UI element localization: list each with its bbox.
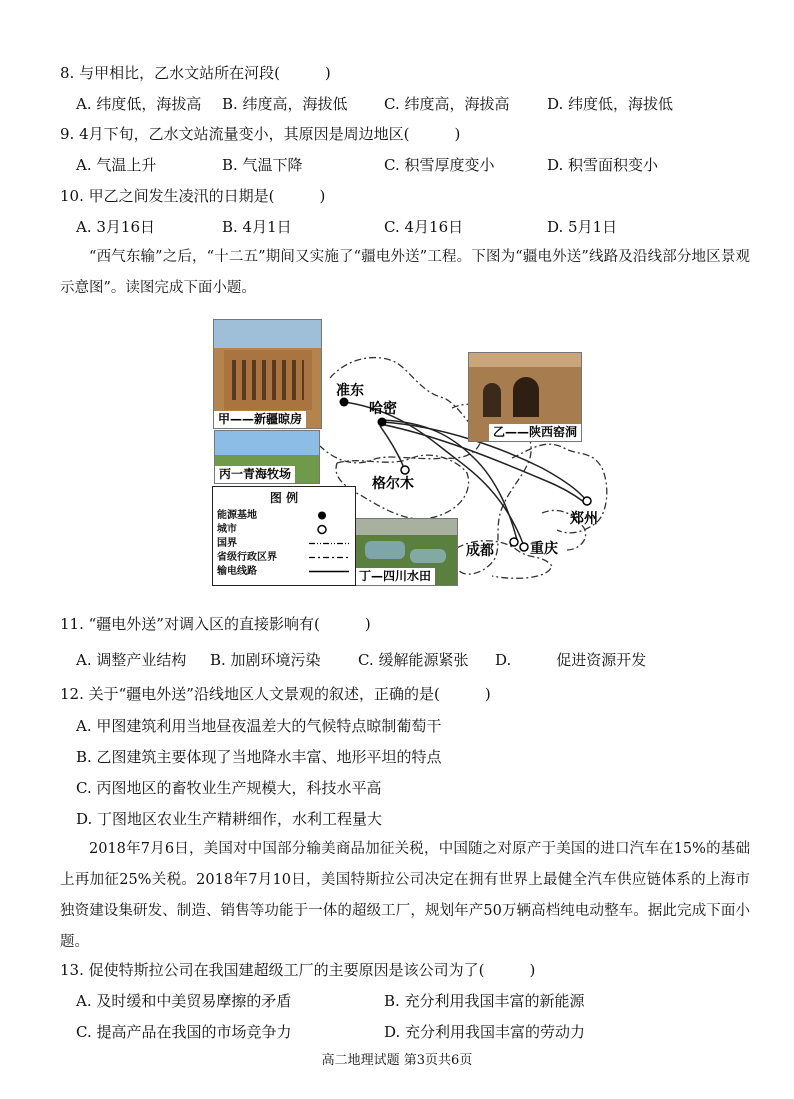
photo-ding-caption: 丁—四川水田	[355, 568, 435, 585]
city-label-chengdu: 成都	[466, 543, 494, 559]
question-10-stem: 10. 甲乙之间发生凌汛的日期是( )	[60, 187, 326, 205]
boundary-xinjiang	[320, 358, 482, 463]
city-marker-chongqing	[520, 543, 528, 551]
q9-option-d: D. 积雪面积变小	[547, 156, 659, 174]
q9-option-c: C. 积雪厚度变小	[384, 156, 495, 174]
question-12-stem: 12. 关于“疆电外送”沿线地区人文景观的叙述，正确的是( )	[60, 685, 491, 703]
question-11-stem: 11. “疆电外送”对调入区的直接影响有( )	[60, 615, 371, 633]
q12-option-b: B. 乙图建筑主要体现了当地降水丰富、地形平坦的特点	[76, 748, 442, 766]
q11-option-b: B. 加剧环境污染	[210, 651, 321, 669]
legend-symbol-transmission-line	[309, 565, 351, 578]
q8-option-d: D. 纬度低，海拔低	[547, 95, 674, 113]
city-label-geermu: 格尔木	[372, 476, 414, 492]
energy-base-hami	[378, 418, 387, 427]
q13-option-b: B. 充分利用我国丰富的新能源	[384, 992, 585, 1010]
question-13-stem: 13. 促使特斯拉公司在我国建超级工厂的主要原因是该公司为了( )	[60, 961, 536, 979]
photo-ding-sichuan-paddy	[354, 518, 458, 586]
q11-option-d: D. 促进资源开发	[495, 651, 647, 669]
intro-paragraph-tesla: 2018年7月6日，美国对中国部分输美商品加征关税，中国随之对原产于美国的进口汽车在15%的基础上再加征25%关税。2018年7月10日，美国特斯拉公司决定在拥有世界上最健全汽车供应链体系的上海市独资建设集研发、制造、销售等功能于一体的超级工厂，规划年产50万辆高档纯电动整车。据此完成下面小题。	[60, 841, 750, 950]
q9-option-b: B. 气温下降	[222, 156, 303, 174]
q13-option-a: A. 及时缓和中美贸易摩擦的矛盾	[76, 992, 292, 1010]
q11-option-a: A. 调整产业结构	[76, 651, 187, 669]
intro-paragraph-power: “西气东输”之后，“十二五”期间又实施了“疆电外送”工程。下图为“疆电外送”线路及沿线部分地区景观示意图”。读图完成下面小题。	[60, 249, 750, 296]
q12-option-d: D. 丁图地区农业生产精耕细作，水利工程量大	[76, 810, 383, 828]
city-label-zhundong: 准东	[336, 383, 364, 399]
legend-title: 图 例	[269, 491, 299, 505]
legend-symbol-provincial-border	[309, 551, 351, 564]
q8-option-c: C. 纬度高，海拔高	[384, 95, 510, 113]
photo-yi-caption: 乙——陕西窑洞	[489, 424, 581, 441]
legend-label-transmission-line: 输电线路	[217, 566, 257, 577]
legend-label-city: 城市	[217, 524, 237, 535]
q9-option-a: A. 气温上升	[76, 156, 157, 174]
q8-option-b: B. 纬度高，海拔低	[222, 95, 348, 113]
legend-label-provincial-border: 省级行政区界	[217, 552, 277, 563]
q10-option-b: B. 4月1日	[222, 218, 292, 236]
legend-label-energy-base: 能源基地	[217, 510, 257, 521]
photo-yi-shaanxi-cave-dwelling	[468, 352, 582, 442]
city-marker-zhengzhou	[583, 497, 591, 505]
city-label-chongqing: 重庆	[530, 541, 558, 557]
city-label-zhengzhou: 郑州	[570, 511, 598, 527]
city-label-hami: 哈密	[369, 401, 397, 417]
q12-option-c: C. 丙图地区的畜牧业生产规模大，科技水平高	[76, 779, 382, 797]
photo-jia-caption: 甲——新疆晾房	[214, 411, 306, 428]
q10-option-c: C. 4月16日	[384, 218, 464, 236]
photo-bing-caption: 丙一青海牧场	[215, 466, 295, 483]
power-transmission-figure	[212, 318, 620, 586]
photo-jia-xinjiang-drying-house	[213, 319, 322, 429]
q10-option-d: D. 5月1日	[547, 218, 618, 236]
legend-symbol-city	[309, 523, 351, 536]
q11-option-c: C. 缓解能源紧张	[358, 651, 469, 669]
legend-label-national-border: 国界	[217, 538, 237, 549]
question-8-stem: 8. 与甲相比，乙水文站所在河段( )	[60, 64, 331, 82]
legend-symbol-national-border	[309, 537, 351, 550]
q8-option-a: A. 纬度低，海拔高	[76, 95, 202, 113]
q13-option-d: D. 充分利用我国丰富的劳动力	[384, 1023, 586, 1041]
photo-bing-qinghai-pasture	[214, 430, 320, 484]
map-legend	[212, 486, 356, 586]
question-9-stem: 9. 4月下旬，乙水文站流量变小，其原因是周边地区( )	[60, 125, 461, 143]
legend-symbol-energy-base	[309, 509, 351, 522]
city-marker-chengdu	[510, 538, 518, 546]
q12-option-a: A. 甲图建筑利用当地昼夜温差大的气候特点晾制葡萄干	[76, 717, 442, 735]
page-footer: 高二地理试题 第3页共6页	[321, 1053, 473, 1068]
q10-option-a: A. 3月16日	[76, 218, 155, 236]
q13-option-c: C. 提高产品在我国的市场竞争力	[76, 1023, 292, 1041]
